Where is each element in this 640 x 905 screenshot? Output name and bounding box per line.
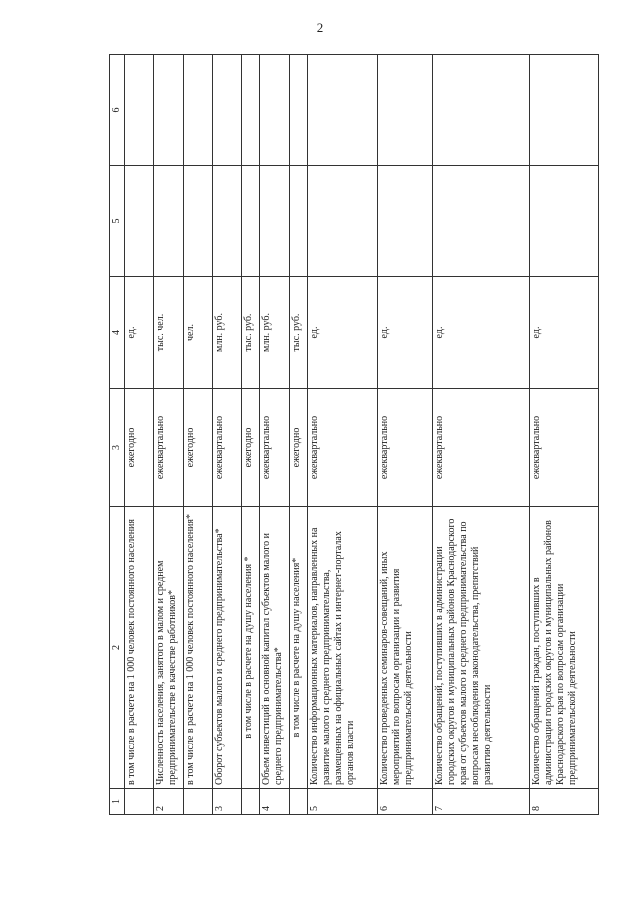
reporting-period: ежеквартально	[154, 389, 184, 507]
row-number: 8	[529, 789, 598, 815]
empty-cell	[125, 166, 154, 277]
indicator-name: Количество обращений граждан, поступивших в администрации городских округов и муниципальных районов Краснодарского края по вопросам организации предпринимательской деятельности	[529, 507, 598, 789]
header-cell: 6	[110, 55, 125, 166]
empty-cell	[308, 166, 377, 277]
rotated-table-frame	[109, 55, 599, 815]
empty-cell	[184, 55, 213, 166]
reporting-period: ежеквартально	[308, 389, 377, 507]
reporting-period: ежегодно	[242, 389, 260, 507]
empty-cell	[154, 166, 184, 277]
empty-cell	[433, 55, 529, 166]
reporting-period: ежеквартально	[433, 389, 529, 507]
row-number	[242, 789, 260, 815]
table-row	[529, 55, 598, 815]
row-number	[184, 789, 213, 815]
table-row	[290, 55, 308, 815]
reporting-period: ежеквартально	[377, 389, 433, 507]
indicator-name: в том числе в расчете на 1 000 человек постоянного населения	[125, 507, 154, 789]
row-number	[125, 789, 154, 815]
header-cell: 2	[110, 507, 125, 789]
unit: тыс. руб.	[290, 277, 308, 389]
empty-cell	[529, 55, 598, 166]
table-row	[213, 55, 242, 815]
empty-cell	[433, 166, 529, 277]
header-cell: 5	[110, 166, 125, 277]
page-number: 2	[316, 20, 324, 35]
empty-cell	[125, 55, 154, 166]
empty-cell	[290, 166, 308, 277]
reporting-period: ежегодно	[125, 389, 154, 507]
empty-cell	[260, 55, 290, 166]
empty-cell	[290, 55, 308, 166]
empty-cell	[213, 55, 242, 166]
row-number: 4	[260, 789, 290, 815]
table-row	[260, 55, 290, 815]
row-number: 5	[308, 789, 377, 815]
indicator-name: Численность населения, занятого в малом и среднем предпринимательстве в качестве работников*	[154, 507, 184, 789]
header-cell: 4	[110, 277, 125, 389]
unit: млн. руб.	[260, 277, 290, 389]
indicator-name: Количество обращений, поступивших в администрации городских округов и муниципальных районов Краснодарского края от субъектов малого и среднего предпринимательства по вопросам несоблюдения законодательства, препятствий развитию деятельности	[433, 507, 529, 789]
table-row	[242, 55, 260, 815]
unit: тыс. руб.	[242, 277, 260, 389]
empty-cell	[308, 55, 377, 166]
indicator-name: в том числе в расчете на 1 000 человек постоянного населения*	[184, 507, 213, 789]
empty-cell	[377, 55, 433, 166]
empty-cell	[242, 166, 260, 277]
table-row	[125, 55, 154, 815]
empty-cell	[184, 166, 213, 277]
indicator-name: в том числе в расчете на душу населения *	[242, 507, 260, 789]
unit: млн. руб.	[213, 277, 242, 389]
rotated-table-area	[109, 55, 599, 815]
indicator-name: Объем инвестиций в основной капитал субъектов малого и среднего предпринимательства*	[260, 507, 290, 789]
reporting-period: ежеквартально	[260, 389, 290, 507]
reporting-period: ежеквартально	[529, 389, 598, 507]
empty-cell	[242, 55, 260, 166]
row-number: 7	[433, 789, 529, 815]
header-cell: 3	[110, 389, 125, 507]
reporting-period: ежеквартально	[213, 389, 242, 507]
indicators-table	[109, 54, 599, 815]
indicator-name: Оборот субъектов малого и среднего предпринимательства*	[213, 507, 242, 789]
reporting-period: ежегодно	[290, 389, 308, 507]
empty-cell	[260, 166, 290, 277]
unit: чел.	[184, 277, 213, 389]
indicator-name: Количество проведенных семинаров-совещаний, иных мероприятий по вопросам организации и развития предпринимательской деятельности	[377, 507, 433, 789]
header-cell: 1	[110, 789, 125, 815]
reporting-period: ежегодно	[184, 389, 213, 507]
unit: ед.	[308, 277, 377, 389]
unit: ед.	[125, 277, 154, 389]
unit: ед.	[529, 277, 598, 389]
indicator-name: Количество информационных материалов, направленных на развитие малого и среднего предпринимательства, размещенных на официальных сайтах и интернет-порталах органов власти	[308, 507, 377, 789]
empty-cell	[377, 166, 433, 277]
row-number: 2	[154, 789, 184, 815]
table-row	[377, 55, 433, 815]
table-row	[308, 55, 377, 815]
row-number: 3	[213, 789, 242, 815]
row-number: 6	[377, 789, 433, 815]
empty-cell	[154, 55, 184, 166]
empty-cell	[529, 166, 598, 277]
table-header-row	[110, 55, 125, 815]
table-row	[184, 55, 213, 815]
table-row	[433, 55, 529, 815]
table-row	[154, 55, 184, 815]
row-number	[290, 789, 308, 815]
unit: ед.	[433, 277, 529, 389]
unit: тыс. чел.	[154, 277, 184, 389]
empty-cell	[213, 166, 242, 277]
unit: ед.	[377, 277, 433, 389]
indicator-name: в том числе в расчете на душу населения*	[290, 507, 308, 789]
